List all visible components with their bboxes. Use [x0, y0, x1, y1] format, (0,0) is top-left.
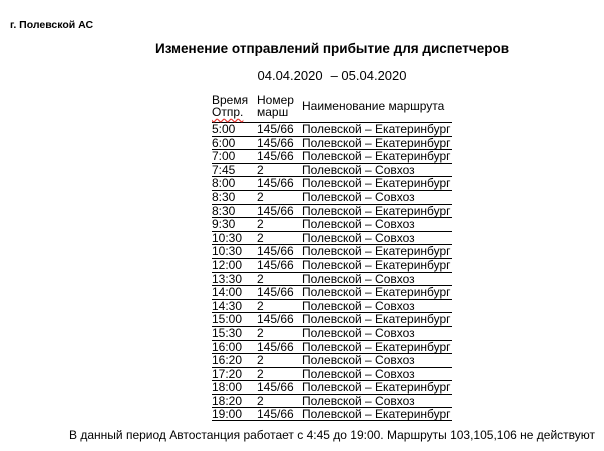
cell-route-number: 2: [257, 271, 264, 286]
column-header-number-line2: марш: [257, 105, 289, 119]
cell-time: 16:20: [212, 353, 243, 368]
cell-time: 10:30: [212, 244, 243, 259]
cell-route-name: Полевской – Совхоз: [302, 353, 415, 368]
cell-time: 18:00: [212, 380, 243, 395]
footer-note: В данный период Автостанция работает с 4:45 до 19:00. Маршруты 103,105,106 не действуют: [69, 428, 595, 442]
table-row: [212, 380, 452, 394]
cell-route-number: 2: [257, 325, 264, 340]
column-header-time-line2: Отпр.: [212, 105, 244, 119]
cell-time: 14:30: [212, 298, 243, 313]
cell-route-number: 2: [257, 162, 264, 177]
table-header: [212, 94, 452, 122]
cell-route-name: Полевской – Екатеринбург: [302, 203, 451, 218]
cell-time: 6:00: [212, 135, 236, 150]
table-row: [212, 394, 452, 408]
cell-route-number: 145/66: [257, 176, 294, 191]
table-row: [212, 163, 452, 177]
table-row: [212, 407, 452, 421]
cell-time: 15:30: [212, 325, 243, 340]
cell-route-name: Полевской – Екатеринбург: [302, 149, 451, 164]
table-row: [212, 176, 452, 190]
table-row: [212, 122, 452, 136]
cell-route-name: Полевской – Екатеринбург: [302, 407, 451, 422]
table-row: [212, 217, 452, 231]
table-row: [212, 285, 452, 299]
column-header-number-line1: Номер: [257, 93, 294, 107]
cell-time: 12:00: [212, 257, 243, 272]
cell-route-number: 145/66: [257, 380, 294, 395]
cell-route-name: Полевской – Екатеринбург: [302, 312, 451, 327]
table-row: [212, 367, 452, 381]
table-row: [212, 326, 452, 340]
table-row: [212, 190, 452, 204]
table-row: [212, 272, 452, 286]
cell-route-number: 2: [257, 189, 264, 204]
cell-time: 16:00: [212, 339, 243, 354]
cell-route-name: Полевской – Совхоз: [302, 162, 415, 177]
cell-route-number: 2: [257, 353, 264, 368]
table-row: [212, 312, 452, 326]
table-row: [212, 258, 452, 272]
table-row: [212, 149, 452, 163]
cell-route-name: Полевской – Екатеринбург: [302, 176, 451, 191]
cell-time: 15:00: [212, 312, 243, 327]
cell-route-name: Полевской – Совхоз: [302, 325, 415, 340]
cell-route-name: Полевской – Совхоз: [302, 393, 415, 408]
cell-route-number: 2: [257, 298, 264, 313]
column-header-number: [257, 94, 302, 122]
cell-time: 8:30: [212, 203, 236, 218]
cell-route-number: 145/66: [257, 135, 294, 150]
cell-time: 19:00: [212, 407, 243, 422]
table-row: [212, 231, 452, 245]
cell-route-number: 2: [257, 217, 264, 232]
date-range: [0, 68, 604, 83]
table-row: [212, 353, 452, 367]
cell-route-number: 145/66: [257, 312, 294, 327]
schedule-table: [212, 94, 452, 421]
cell-route-name: Полевской – Екатеринбург: [302, 285, 451, 300]
cell-route-name: Полевской – Екатеринбург: [302, 257, 451, 272]
cell-route-number: 145/66: [257, 149, 294, 164]
cell-route-name: Полевской – Совхоз: [302, 298, 415, 313]
table-row: [212, 299, 452, 313]
cell-time: 8:30: [212, 189, 236, 204]
cell-route-number: 2: [257, 366, 264, 381]
cell-route-name: Полевской – Совхоз: [302, 366, 415, 381]
cell-time: 7:00: [212, 149, 236, 164]
table-row: [212, 340, 452, 354]
column-header-time-line1: Время: [212, 93, 249, 107]
cell-route-name: Полевской – Екатеринбург: [302, 339, 451, 354]
table-row: [212, 204, 452, 218]
cell-route-number: 145/66: [257, 244, 294, 259]
cell-route-number: 145/66: [257, 257, 294, 272]
cell-route-number: 145/66: [257, 407, 294, 422]
cell-route-name: Полевской – Совхоз: [302, 217, 415, 232]
cell-time: 5:00: [212, 122, 236, 136]
cell-route-name: Полевской – Екатеринбург: [302, 244, 451, 259]
cell-route-number: 145/66: [257, 122, 294, 136]
date-to: – 05.04.2020: [330, 68, 407, 83]
cell-route-name: Полевской – Екатеринбург: [302, 122, 451, 136]
date-from: 04.04.2020: [257, 68, 323, 83]
organization-label: г. Полевской АС: [10, 19, 94, 31]
column-header-route: Наименование маршрута: [302, 99, 445, 113]
cell-route-number: 2: [257, 230, 264, 245]
cell-route-name: Полевской – Совхоз: [302, 230, 415, 245]
cell-route-number: 145/66: [257, 339, 294, 354]
page-title: Изменение отправлений прибытие для диспетчеров: [154, 41, 510, 56]
cell-route-name: Полевской – Екатеринбург: [302, 380, 451, 395]
cell-route-name: Полевской – Екатеринбург: [302, 135, 451, 150]
table-row: [212, 136, 452, 150]
cell-route-number: 145/66: [257, 203, 294, 218]
table-body: [212, 122, 452, 421]
cell-route-name: Полевской – Совхоз: [302, 271, 415, 286]
table-row: [212, 244, 452, 258]
cell-time: 10:30: [212, 230, 243, 245]
cell-time: 18:20: [212, 393, 243, 408]
cell-time: 17:20: [212, 366, 243, 381]
cell-time: 14:00: [212, 285, 243, 300]
cell-route-number: 2: [257, 393, 264, 408]
cell-route-name: Полевской – Совхоз: [302, 189, 415, 204]
cell-time: 8:00: [212, 176, 236, 191]
cell-time: 9:30: [212, 217, 236, 232]
cell-time: 7:45: [212, 162, 236, 177]
column-header-time: [212, 94, 257, 122]
cell-route-number: 145/66: [257, 285, 294, 300]
cell-time: 13:30: [212, 271, 243, 286]
